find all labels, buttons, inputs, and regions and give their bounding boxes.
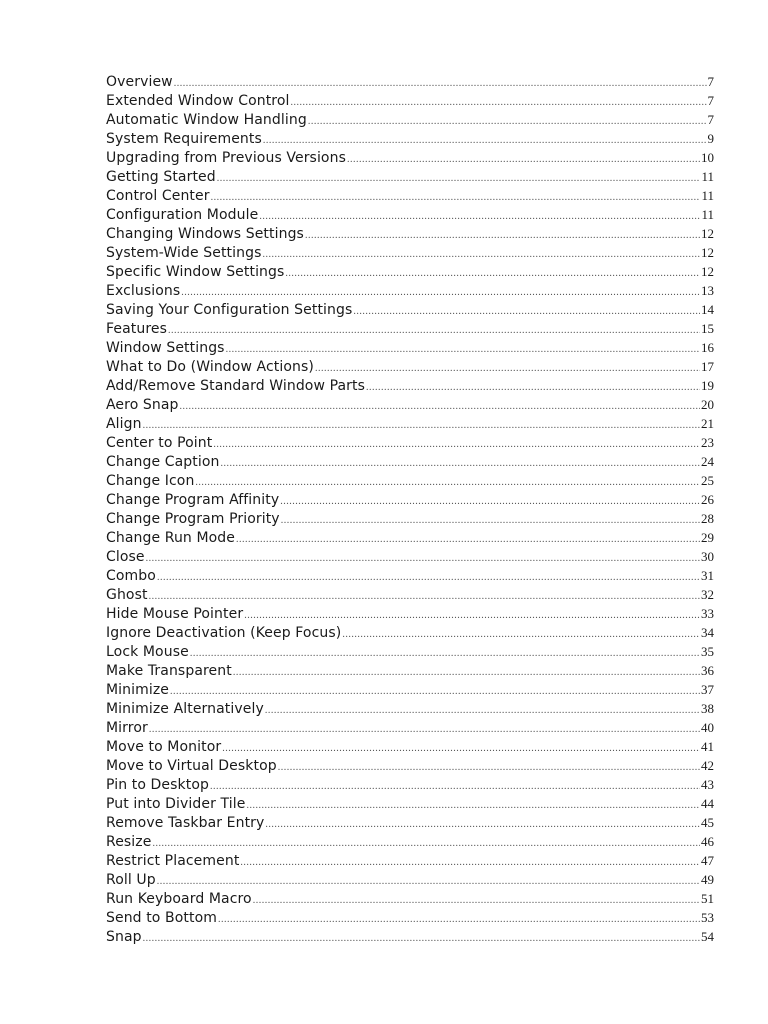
toc-entry-title: Aero Snap [106, 397, 179, 413]
toc-entry-page-number: 36 [701, 663, 714, 678]
dot-leader [253, 891, 700, 910]
toc-entry-title: Saving Your Configuration Settings [106, 302, 353, 318]
toc-entry[interactable] [106, 908, 714, 927]
dot-leader [190, 644, 700, 663]
toc-entry-title: What to Do (Window Actions) [106, 359, 314, 375]
toc-entry[interactable] [106, 300, 714, 319]
toc-entry-page-number: 33 [701, 606, 714, 621]
toc-entry-page-number: 46 [701, 834, 714, 849]
toc-entry-title: Hide Mouse Pointer [106, 606, 244, 622]
toc-entry-page-number: 12 [701, 264, 714, 279]
toc-entry-page-number: 32 [701, 587, 714, 602]
toc-entry-page-number: 37 [701, 682, 714, 697]
dot-leader [278, 758, 700, 777]
toc-entry-page-number: 11 [701, 169, 714, 184]
toc-entry-page-number: 11 [701, 188, 714, 203]
dot-leader [218, 910, 700, 929]
toc-entry[interactable] [106, 91, 714, 110]
toc-entry[interactable] [106, 224, 714, 243]
toc-entry-page-number: 21 [701, 416, 714, 431]
toc-entry-title: Center to Point [106, 435, 213, 451]
toc-entry-page-number: 53 [701, 910, 714, 925]
toc-entry-title: Lock Mouse [106, 644, 189, 660]
toc-entry-page-number: 7 [707, 74, 714, 89]
toc-entry-title: System-Wide Settings [106, 245, 262, 261]
toc-entry[interactable] [106, 376, 714, 395]
toc-entry[interactable] [106, 851, 714, 870]
toc-entry-page-number: 15 [701, 321, 714, 336]
table-of-contents [106, 72, 714, 946]
toc-entry-title: Resize [106, 834, 152, 850]
toc-entry-title: Exclusions [106, 283, 181, 299]
toc-entry[interactable] [106, 395, 714, 414]
dot-leader [181, 283, 700, 302]
dot-leader [240, 853, 700, 872]
toc-entry-title: Change Program Affinity [106, 492, 280, 508]
toc-entry-title: Combo [106, 568, 156, 584]
toc-entry-page-number: 7 [707, 112, 714, 127]
toc-entry[interactable] [106, 281, 714, 300]
toc-entry[interactable] [106, 737, 714, 756]
dot-leader [210, 777, 700, 796]
toc-entry-title: Change Run Mode [106, 530, 235, 546]
dot-leader [180, 397, 700, 416]
toc-entry[interactable] [106, 186, 714, 205]
toc-entry[interactable] [106, 490, 714, 509]
dot-leader [265, 815, 700, 834]
toc-entry-page-number: 54 [701, 929, 714, 944]
toc-entry-page-number: 17 [701, 359, 714, 374]
toc-entry-page-number: 41 [701, 739, 714, 754]
dot-leader [308, 112, 707, 131]
toc-entry-title: Features [106, 321, 167, 337]
dot-leader [168, 321, 700, 340]
toc-entry[interactable] [106, 433, 714, 452]
toc-entry[interactable] [106, 319, 714, 338]
toc-entry-page-number: 44 [701, 796, 714, 811]
toc-entry-title: System Requirements [106, 131, 262, 147]
toc-entry[interactable] [106, 509, 714, 528]
toc-entry[interactable] [106, 661, 714, 680]
toc-entry-page-number: 13 [701, 283, 714, 298]
dot-leader [211, 188, 701, 207]
dot-leader [353, 302, 700, 321]
toc-entry-title: Minimize Alternatively [106, 701, 264, 717]
toc-entry-title: Getting Started [106, 169, 216, 185]
toc-entry[interactable] [106, 357, 714, 376]
dot-leader [291, 93, 707, 112]
toc-entry[interactable] [106, 72, 714, 91]
toc-entry[interactable] [106, 547, 714, 566]
toc-entry[interactable] [106, 110, 714, 129]
toc-entry-title: Put into Divider Tile [106, 796, 246, 812]
dot-leader [366, 378, 700, 397]
toc-entry-title: Run Keyboard Macro [106, 891, 252, 907]
toc-entry-page-number: 51 [701, 891, 714, 906]
dot-leader [259, 207, 700, 226]
toc-entry[interactable] [106, 129, 714, 148]
dot-leader [170, 682, 700, 701]
dot-leader [244, 606, 700, 625]
toc-entry-page-number: 47 [701, 853, 714, 868]
toc-entry[interactable] [106, 680, 714, 699]
toc-entry[interactable] [106, 699, 714, 718]
toc-entry[interactable] [106, 148, 714, 167]
dot-leader [263, 131, 707, 150]
toc-entry[interactable] [106, 794, 714, 813]
toc-entry-page-number: 31 [701, 568, 714, 583]
dot-leader [157, 872, 700, 891]
toc-entry-title: Minimize [106, 682, 170, 698]
toc-entry-page-number: 30 [701, 549, 714, 564]
toc-entry-title: Configuration Module [106, 207, 259, 223]
dot-leader [149, 587, 700, 606]
toc-entry[interactable] [106, 566, 714, 585]
toc-entry-page-number: 35 [701, 644, 714, 659]
dot-leader [221, 454, 700, 473]
toc-entry-page-number: 38 [701, 701, 714, 716]
dot-leader [347, 150, 700, 169]
toc-entry-page-number: 26 [701, 492, 714, 507]
toc-entry[interactable] [106, 167, 714, 186]
toc-entry-page-number: 49 [701, 872, 714, 887]
toc-entry-page-number: 25 [701, 473, 714, 488]
toc-entry-page-number: 20 [701, 397, 714, 412]
toc-entry-title: Automatic Window Handling [106, 112, 307, 128]
toc-entry-title: Make Transparent [106, 663, 232, 679]
toc-entry[interactable] [106, 623, 714, 642]
toc-entry[interactable] [106, 813, 714, 832]
toc-entry[interactable] [106, 889, 714, 908]
dot-leader [305, 226, 700, 245]
toc-entry[interactable] [106, 452, 714, 471]
toc-entry-title: Send to Bottom [106, 910, 217, 926]
toc-entry[interactable] [106, 528, 714, 547]
dot-leader [342, 625, 700, 644]
toc-entry[interactable] [106, 262, 714, 281]
toc-entry-page-number: 14 [701, 302, 714, 317]
dot-leader [143, 416, 700, 435]
toc-entry-page-number: 12 [701, 226, 714, 241]
dot-leader [263, 245, 701, 264]
toc-entry-title: Snap [106, 929, 142, 945]
toc-entry-page-number: 9 [707, 131, 714, 146]
toc-entry-page-number: 34 [701, 625, 714, 640]
toc-entry-title: Ghost [106, 587, 148, 603]
dot-leader [152, 834, 700, 853]
dot-leader [236, 530, 700, 549]
dot-leader [174, 74, 707, 93]
dot-leader [233, 663, 700, 682]
toc-entry-page-number: 19 [701, 378, 714, 393]
toc-entry[interactable] [106, 870, 714, 889]
dot-leader [143, 929, 700, 948]
dot-leader [280, 492, 700, 511]
toc-entry-page-number: 11 [701, 207, 714, 222]
toc-entry[interactable] [106, 718, 714, 737]
toc-entry[interactable] [106, 471, 714, 490]
toc-entry-title: Control Center [106, 188, 210, 204]
toc-entry-title: Add/Remove Standard Window Parts [106, 378, 366, 394]
toc-entry-title: Pin to Desktop [106, 777, 209, 793]
toc-entry[interactable] [106, 756, 714, 775]
toc-entry[interactable] [106, 243, 714, 262]
toc-entry-page-number: 28 [701, 511, 714, 526]
toc-entry-title: Change Program Priority [106, 511, 280, 527]
dot-leader [222, 739, 700, 758]
toc-entry-title: Remove Taskbar Entry [106, 815, 265, 831]
toc-entry-title: Align [106, 416, 142, 432]
toc-entry-title: Window Settings [106, 340, 225, 356]
toc-entry[interactable] [106, 338, 714, 357]
toc-entry-title: Upgrading from Previous Versions [106, 150, 346, 166]
toc-entry-title: Roll Up [106, 872, 156, 888]
dot-leader [149, 720, 700, 739]
toc-entry-page-number: 7 [707, 93, 714, 108]
toc-entry-title: Ignore Deactivation (Keep Focus) [106, 625, 342, 641]
dot-leader [281, 511, 700, 530]
toc-entry[interactable] [106, 205, 714, 224]
toc-entry-title: Change Icon [106, 473, 195, 489]
toc-entry-page-number: 10 [701, 150, 714, 165]
toc-entry-title: Overview [106, 74, 173, 90]
dot-leader [146, 549, 700, 568]
toc-entry-title: Change Caption [106, 454, 220, 470]
toc-entry[interactable] [106, 585, 714, 604]
toc-entry[interactable] [106, 642, 714, 661]
toc-entry-title: Changing Windows Settings [106, 226, 304, 242]
dot-leader [157, 568, 700, 587]
toc-entry-page-number: 23 [701, 435, 714, 450]
toc-entry[interactable] [106, 832, 714, 851]
toc-entry-title: Specific Window Settings [106, 264, 285, 280]
toc-entry[interactable] [106, 775, 714, 794]
toc-entry-page-number: 29 [701, 530, 714, 545]
toc-entry-page-number: 43 [701, 777, 714, 792]
toc-entry-title: Mirror [106, 720, 148, 736]
toc-entry-page-number: 16 [701, 340, 714, 355]
toc-entry-title: Move to Monitor [106, 739, 222, 755]
toc-entry[interactable] [106, 927, 714, 946]
toc-entry-page-number: 12 [701, 245, 714, 260]
toc-entry[interactable] [106, 604, 714, 623]
dot-leader [265, 701, 700, 720]
dot-leader [285, 264, 700, 283]
dot-leader [217, 169, 701, 188]
toc-entry-page-number: 42 [701, 758, 714, 773]
dot-leader [226, 340, 700, 359]
toc-entry-title: Extended Window Control [106, 93, 290, 109]
toc-entry-title: Close [106, 549, 145, 565]
dot-leader [315, 359, 700, 378]
toc-entry-page-number: 40 [701, 720, 714, 735]
toc-entry-title: Restrict Placement [106, 853, 240, 869]
dot-leader [213, 435, 700, 454]
dot-leader [246, 796, 700, 815]
toc-entry-page-number: 45 [701, 815, 714, 830]
toc-entry[interactable] [106, 414, 714, 433]
dot-leader [195, 473, 700, 492]
toc-entry-title: Move to Virtual Desktop [106, 758, 277, 774]
toc-entry-page-number: 24 [701, 454, 714, 469]
